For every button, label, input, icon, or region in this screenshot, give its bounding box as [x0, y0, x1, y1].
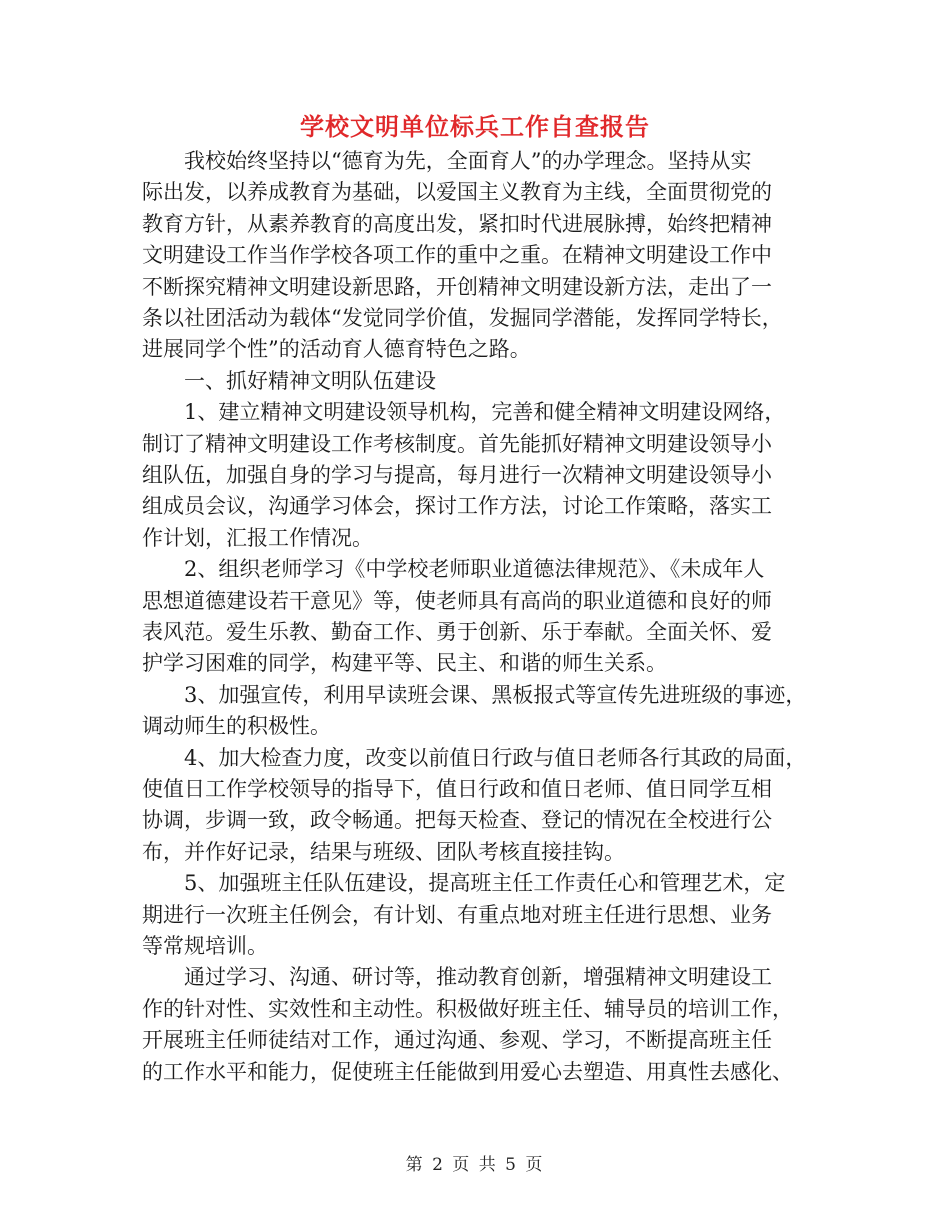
- page-footer: 第 2 页 共 5 页: [405, 1155, 545, 1175]
- body-line: 的工作水平和能力，促使班主任能做到用爱心去塑造、用真性去感化、: [142, 1059, 793, 1084]
- body-line: 组队伍，加强自身的学习与提高，每月进行一次精神文明建设领导小: [142, 463, 772, 487]
- body-line: 2、组织老师学习《中学校老师职业道德法律规范》、《未成年人: [142, 557, 765, 582]
- body-line: 5、加强班主任队伍建设，提高班主任工作责任心和管理艺术，定: [142, 871, 786, 896]
- body-line: 开展班主任师徒结对工作，通过沟通、参观、学习，不断提高班主任: [142, 1028, 772, 1053]
- body-line: 护学习困难的同学，构建平等、民主、和谐的师生关系。: [142, 651, 667, 676]
- body-line: 表风范。爱生乐教、勤奋工作、勇于创新、乐于奉献。全面关怀、爱: [142, 620, 772, 644]
- body-line: 布，并作好记录，结果与班级、团队考核直接挂钩。: [142, 839, 625, 864]
- body-line: 制订了精神文明建设工作考核制度。首先能抓好精神文明建设领导小: [142, 431, 772, 456]
- body-line: 通过学习、沟通、研讨等，推动教育创新，增强精神文明建设工: [142, 965, 772, 990]
- body-line: 使值日工作学校领导的指导下，值日行政和值日老师、值日同学互相: [142, 777, 772, 801]
- body-line: 协调，步调一致，政令畅通。把每天检查、登记的情况在全校进行公: [142, 808, 772, 833]
- body-line: 文明建设工作当作学校各项工作的重中之重。在精神文明建设工作中: [142, 243, 772, 268]
- body-line: 4、加大检查力度，改变以前值日行政与值日老师各行其政的局面，: [142, 745, 807, 770]
- body-line: 一、抓好精神文明队伍建设: [142, 368, 436, 393]
- body-line: 作计划，汇报工作情况。: [142, 525, 373, 550]
- body-line: 我校始终坚持以“德育为先，全面育人”的办学理念。坚持从实: [142, 149, 752, 173]
- body-line: 3、加强宣传，利用早读班会课、黑板报式等宣传先进班级的事迹，: [142, 682, 807, 707]
- body-line: 不断探究精神文明建设新思路，开创精神文明建设新方法，走出了一: [142, 274, 772, 299]
- body-line: 期进行一次班主任例会，有计划、有重点地对班主任进行思想、业务: [142, 902, 772, 927]
- body-line: 进展同学个性”的活动育人德育特色之路。: [142, 337, 531, 362]
- body-line: 1、建立精神文明建设领导机构，完善和健全精神文明建设网络，: [142, 400, 786, 425]
- document-title: 学校文明单位标兵工作自查报告: [300, 112, 650, 141]
- body-line: 作的针对性、实效性和主动性。积极做好班主任、辅导员的培训工作，: [142, 996, 793, 1021]
- body-line: 等常规培训。: [142, 934, 268, 958]
- body-line: 思想道德建设若干意见》等，使老师具有高尚的职业道德和良好的师: [142, 588, 772, 613]
- body-line: 教育方针，从素养教育的高度出发，紧扣时代进展脉搏，始终把精神: [142, 211, 772, 236]
- body-line: 际出发，以养成教育为基础，以爱国主义教育为主线，全面贯彻党的: [142, 180, 772, 205]
- body-line: 调动师生的积极性。: [142, 714, 331, 739]
- body-line: 条以社团活动为载体“发觉同学价值，发掘同学潜能，发挥同学特长，: [142, 306, 783, 330]
- body-line: 组成员会议，沟通学习体会，探讨工作方法，讨论工作策略，落实工: [142, 494, 772, 519]
